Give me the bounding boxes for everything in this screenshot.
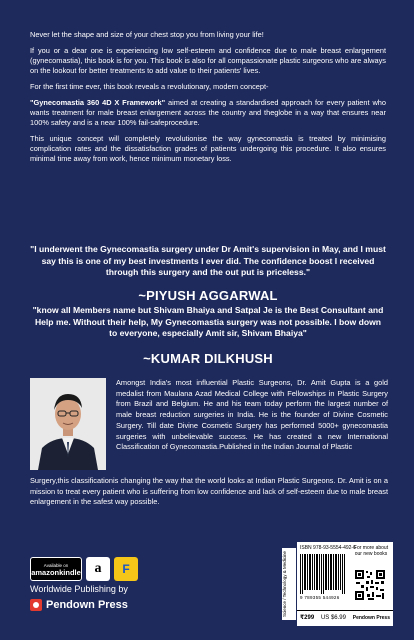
intro-section	[30, 30, 386, 170]
intro-lead: Never let the shape and size of your chest stop you from living your life!	[30, 30, 264, 39]
author-photo	[30, 378, 106, 470]
testimonial-author-1: ~PIYUSH AGGARWAL	[138, 288, 278, 303]
intro-paragraph-1: If you or a dear one is experiencing low self-esteem and confidence due to male breast enlargement (gynecomastia), this book is for you. This book is also for all compassionate plastic surgeons who are always on the lookout for better treatments to add value to their patients' lives.	[30, 46, 386, 75]
ean-digits: 9 789355 544926	[300, 595, 340, 600]
publisher-label: Worldwide Publishing by	[30, 584, 128, 594]
framework-description: aimed at creating a standardised approach for every patient who wants treatment for male breast enlargement across the country and theglobe in a way that ensures near 100% safety and is a near 100% fail-safeprocedure.	[30, 98, 386, 127]
intro-paragraph-4: This unique concept will completely revolutionise the way gynecomastia is treated by minimising complication rates and the dissatisfaction grades of patients undergoing this procedure. It also ensures minimal time away from work, hence minimum monetary loss.	[30, 134, 386, 163]
pendown-logo-icon	[30, 599, 42, 611]
price-publisher: Pendown Press	[352, 614, 390, 621]
isbn-text: ISBN 978-93-5554-492-6	[300, 545, 356, 551]
category-label: Science / Technology & Medicine	[282, 548, 296, 620]
intro-paragraph-2: For the first time ever, this book reveals a revolutionary, modern concept-	[30, 82, 269, 91]
barcode-panel	[297, 542, 393, 626]
price-inr: ₹299	[300, 615, 315, 621]
flipkart-icon: F	[114, 557, 138, 581]
barcode-image	[300, 554, 345, 594]
price-row	[297, 610, 393, 624]
author-portrait-image	[30, 378, 106, 470]
kindle-badge-label: amazonkindle	[31, 568, 81, 577]
kindle-badge-caption: Available on	[43, 563, 69, 568]
qr-code-icon	[354, 569, 386, 601]
author-bio-part-1: Amongst India's most influential Plastic Surgeons, Dr. Amit Gupta is a gold medalist from Maulana Azad Medical College with Fellowships in Plastic Surgery from Brazil and Belgium. He and his team today perform the largest number of male breast reduction surgeries in India. He is the founder of Divine Cosmetic Surgery. Till date Divine Cosmetic Surgery has performed 5000+ gynecomastia surgeries with unbelievable success. He has created a new International Classification of Gynecomastia.Published in the Indian Journal of Plastic	[116, 378, 388, 452]
author-bio-part-2: Surgery,this classificationis changing the way that the world looks at Indian Plastic Surgeons. Dr. Amit is on a mission to treat every patient who is suffering from low confidence and lack of self-esteem due to male breast enlargement in the safest way possible.	[30, 476, 388, 507]
testimonial-quote-2: "know all Members name but Shivam Bhaiya and Satpal Je is the Best Consultant and Help me. Without their help, My Gynecomastia surgery was not possible. I bow down to everyone, especially Amit sir, Shivam Bhaiya"	[32, 305, 384, 338]
publisher-name: Pendown Press	[46, 599, 128, 611]
amazon-icon: a	[86, 557, 110, 581]
framework-name: "Gynecomastia 360 4D X Framework"	[30, 98, 166, 107]
more-info-text: For more about our new books	[353, 545, 389, 557]
intro-paragraph-3	[30, 98, 386, 128]
store-badges	[30, 557, 138, 581]
testimonial-quote-1: "I underwent the Gynecomastia surgery under Dr Amit's supervision in May, and I must say this is one of my best investments I ever did. The confidence boost I received through this surgery and the out put is priceless."	[30, 244, 386, 277]
kindle-badge	[30, 557, 82, 581]
testimonial-author-2: ~KUMAR DILKHUSH	[143, 351, 273, 366]
price-usd: US $6.99	[320, 614, 346, 621]
publisher-brand	[30, 599, 128, 611]
